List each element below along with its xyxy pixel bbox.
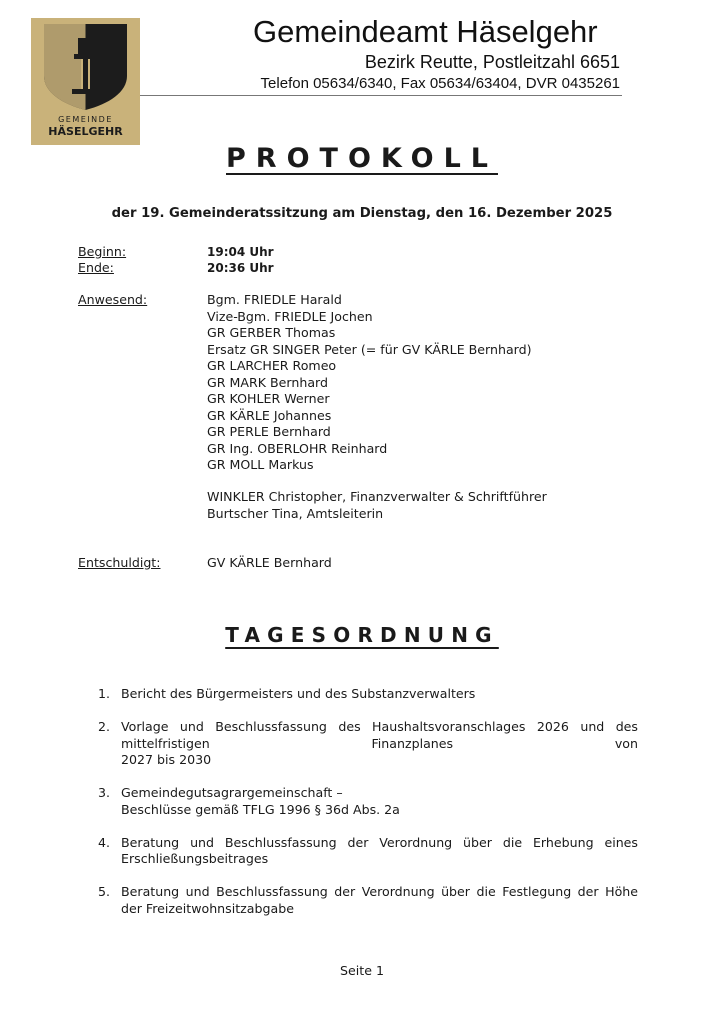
- agenda-list: [98, 686, 638, 934]
- attendee: GR KOHLER Werner: [207, 391, 330, 406]
- agenda-item: [98, 835, 638, 868]
- agenda-item: [98, 686, 638, 703]
- attendee-list: [207, 292, 532, 474]
- agenda-item-text: Bericht des Bürgermeisters und des Substanzverwalters: [121, 686, 476, 701]
- district-line: Bezirk Reutte, Postleitzahl 6651: [364, 52, 620, 72]
- staff-member: WINKLER Christopher, Finanzverwalter & Schriftführer: [207, 489, 547, 504]
- agenda-item-text: Beratung und Beschlussfassung der Verordnung über die Festlegung der Höhe der Freizeitwohnsitzabgabe: [121, 884, 638, 916]
- attendee: GR PERLE Bernhard: [207, 424, 331, 439]
- agenda-item-number: 4.: [98, 834, 111, 850]
- agenda-item-text-line: Gemeindegutsagrargemeinschaft –: [121, 785, 343, 800]
- agenda-item-number: 5.: [98, 884, 111, 899]
- agenda-item-text-line: mittelfristigen Finanzplanes von: [121, 735, 638, 751]
- agenda-item-text-line: Vorlage und Beschlussfassung des Haushaltsvoranschlages 2026 und des: [121, 719, 638, 734]
- attendee: GR KÄRLE Johannes: [207, 407, 332, 423]
- attendee: Vize-Bgm. FRIEDLE Jochen: [207, 308, 373, 324]
- staff-list: [207, 489, 547, 522]
- attendee: GR MARK Bernhard: [207, 374, 328, 390]
- logo-text-top: GEMEINDE: [58, 115, 113, 124]
- agenda-item-number: 2.: [98, 719, 111, 734]
- excused-value: GV KÄRLE Bernhard: [207, 555, 332, 570]
- attendee: GR GERBER Thomas: [207, 325, 336, 340]
- document-title: [0, 143, 724, 174]
- begin-value: 19:04 Uhr: [207, 245, 274, 259]
- attendee: Bgm. FRIEDLE Harald: [207, 292, 342, 307]
- municipality-logo: [31, 18, 140, 145]
- municipality-title: Gemeindeamt Häselgehr: [253, 14, 598, 49]
- agenda-item-text: Beratung und Beschlussfassung der Verordnung über die Erhebung eines Erschließungsbeitrages: [121, 834, 638, 866]
- staff-member: Burtscher Tina, Amtsleiterin: [207, 505, 384, 521]
- agenda-item-number: 1.: [98, 686, 111, 701]
- document-subtitle: der 19. Gemeinderatssitzung am Dienstag, den 16. Dezember 2025: [111, 206, 613, 221]
- agenda-item: [98, 719, 638, 769]
- agenda-title-text: TAGESORDNUNG: [225, 623, 499, 647]
- header-divider: [140, 95, 622, 96]
- begin-label: Beginn:: [78, 244, 127, 259]
- agenda-item-number: 3.: [98, 785, 111, 800]
- contact-line: Telefon 05634/6340, Fax 05634/63404, DVR 0435261: [260, 75, 620, 92]
- agenda-item-text-line: 2027 bis 2030: [121, 752, 212, 767]
- document-title-text: PROTOKOLL: [226, 143, 498, 174]
- end-value: 20:36 Uhr: [207, 261, 274, 275]
- attendee: GR Ing. OBERLOHR Reinhard: [207, 440, 388, 456]
- attendee: GR MOLL Markus: [207, 457, 314, 472]
- agenda-item: [98, 884, 638, 917]
- logo-text-bottom: HÄSELGEHR: [48, 125, 123, 138]
- page-number: Seite 1: [340, 963, 384, 978]
- attendee: Ersatz GR SINGER Peter (= für GV KÄRLE Bernhard): [207, 341, 532, 357]
- attendee: GR LARCHER Romeo: [207, 358, 337, 373]
- present-label: Anwesend:: [78, 292, 148, 307]
- agenda-item: [98, 785, 638, 818]
- agenda-item-text-line: Beschlüsse gemäß TFLG 1996 § 36d Abs. 2a: [121, 801, 400, 817]
- agenda-title: [0, 623, 724, 647]
- end-label: Ende:: [78, 260, 114, 275]
- excused-label: Entschuldigt:: [78, 555, 161, 570]
